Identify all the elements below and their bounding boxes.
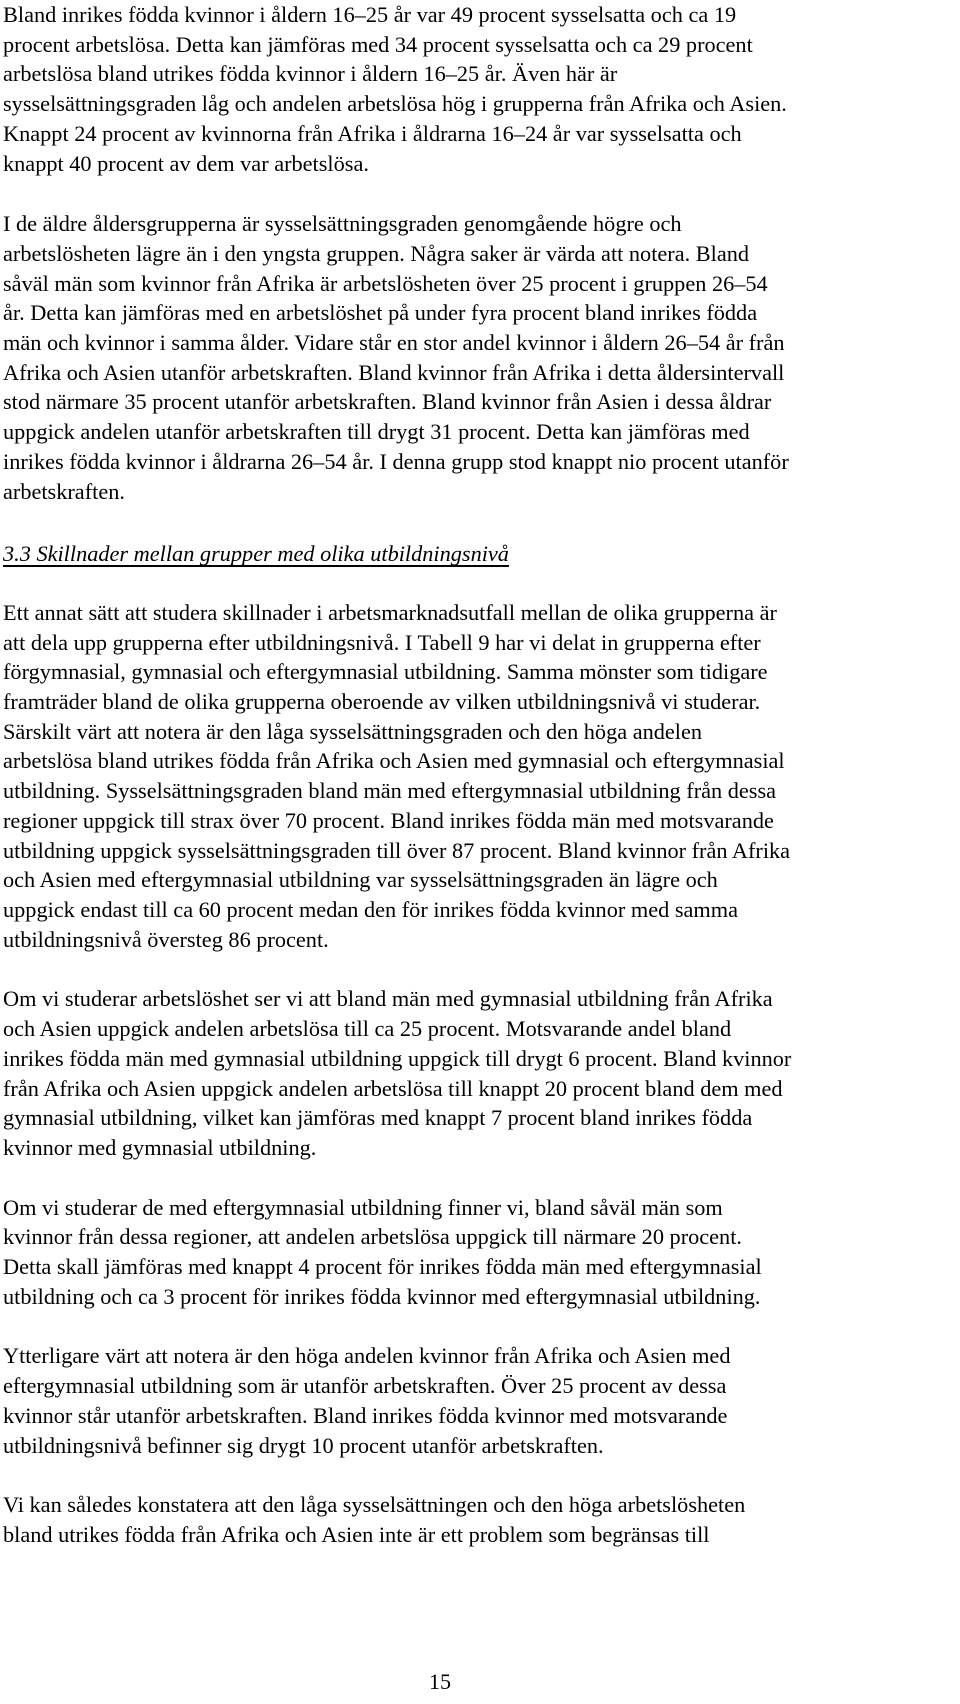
- section-heading-3-3: 3.3 Skillnader mellan grupper med olika utbildningsnivå: [3, 541, 509, 567]
- paragraph-older-age-groups: I de äldre åldersgrupperna är sysselsättningsgraden genomgående högre och arbetslösheten lägre än i den yngsta gruppen. Några saker är värda att notera. Bland såväl män som kvinnor från Afrika är arbetslösheten över 25 procent i gruppen 26–54 år. Detta kan jämföras med en arbetslöshet på under fyra procent bland inrikes födda män och kvinnor i samma ålder. Vidare står en stor andel kvinnor i åldern 26–54 år från Afrika och Asien utanför arbetskraften. Bland kvinnor från Afrika i detta åldersintervall stod närmare 35 procent utanför arbetskraften. Bland kvinnor från Asien i dessa åldrar uppgick andelen utanför arbetskraften till drygt 31 procent. Detta kan jämföras med inrikes födda kvinnor i åldrarna 26–54 år. I denna grupp stod knappt nio procent utanför arbetskraften.: [3, 211, 789, 504]
- paragraph-conclusion: Vi kan således konstatera att den låga sysselsättningen och den höga arbetslösheten bland utrikes födda från Afrika och Asien inte är ett problem som begränsas till: [3, 1492, 746, 1547]
- page-number: 15: [429, 1669, 451, 1694]
- paragraph-education-level-differences: Ett annat sätt att studera skillnader i arbetsmarknadsutfall mellan de olika grupperna är att dela upp grupperna efter utbildningsnivå. I Tabell 9 har vi delat in grupperna efter förgymnasial, gymnasial och eftergymnasial utbildning. Samma mönster som tidigare framträder bland de olika grupperna oberoende av vilken utbildningsnivå vi studerar. Särskilt värt att notera är den låga sysselsättningsgraden och den höga andelen arbetslösa bland utrikes födda från Afrika och Asien med gymnasial och eftergymnasial utbildning. Sysselsättningsgraden bland män med eftergymnasial utbildning från dessa regioner uppgick till strax över 70 procent. Bland inrikes födda män med motsvarande utbildning uppgick sysselsättningsgraden till över 87 procent. Bland kvinnor från Afrika och Asien med eftergymnasial utbildning var sysselsättningsgraden än lägre och uppgick endast till ca 60 procent medan den för inrikes födda kvinnor med samma utbildningsnivå översteg 86 procent.: [3, 599, 791, 952]
- paragraph-unemployment-gymnasial: Om vi studerar arbetslöshet ser vi att bland män med gymnasial utbildning från Afrika och Asien uppgick andelen arbetslösa till ca 25 procent. Motsvarande andel bland inrikes födda män med gymnasial utbildning uppgick till drygt 6 procent. Bland kvinnor från Afrika och Asien uppgick andelen arbetslösa till knappt 20 procent bland dem med gymnasial utbildning, vilket kan jämföras med knappt 7 procent bland inrikes födda kvinnor med gymnasial utbildning.: [3, 986, 792, 1160]
- document-body: [3, 0, 881, 1550]
- paragraph-unemployment-eftergymnasial: Om vi studerar de med eftergymnasial utbildning finner vi, bland såväl män som kvinnor från dessa regioner, att andelen arbetslösa uppgick till närmare 20 procent. Detta skall jämföras med knappt 4 procent för inrikes födda män med eftergymnasial utbildning och ca 3 procent för inrikes födda kvinnor med eftergymnasial utbildning.: [3, 1194, 762, 1309]
- paragraph-young-women-employment: Bland inrikes födda kvinnor i åldern 16–25 år var 49 procent sysselsatta och ca 19 procent arbetslösa. Detta kan jämföras med 34 procent sysselsatta och ca 29 procent arbetslösa bland utrikes födda kvinnor i åldern 16–25 år. Även här är sysselsättningsgraden låg och andelen arbetslösa hög i grupperna från Afrika och Asien. Knappt 24 procent av kvinnorna från Afrika i åldrarna 16–24 år var sysselsatta och knappt 40 procent av dem var arbetslösa.: [3, 2, 787, 176]
- paragraph-outside-labour-force: Ytterligare värt att notera är den höga andelen kvinnor från Afrika och Asien med eftergymnasial utbildning som är utanför arbetskraften. Över 25 procent av dessa kvinnor står utanför arbetskraften. Bland inrikes födda kvinnor med motsvarande utbildningsnivå befinner sig drygt 10 procent utanför arbetskraften.: [3, 1343, 731, 1458]
